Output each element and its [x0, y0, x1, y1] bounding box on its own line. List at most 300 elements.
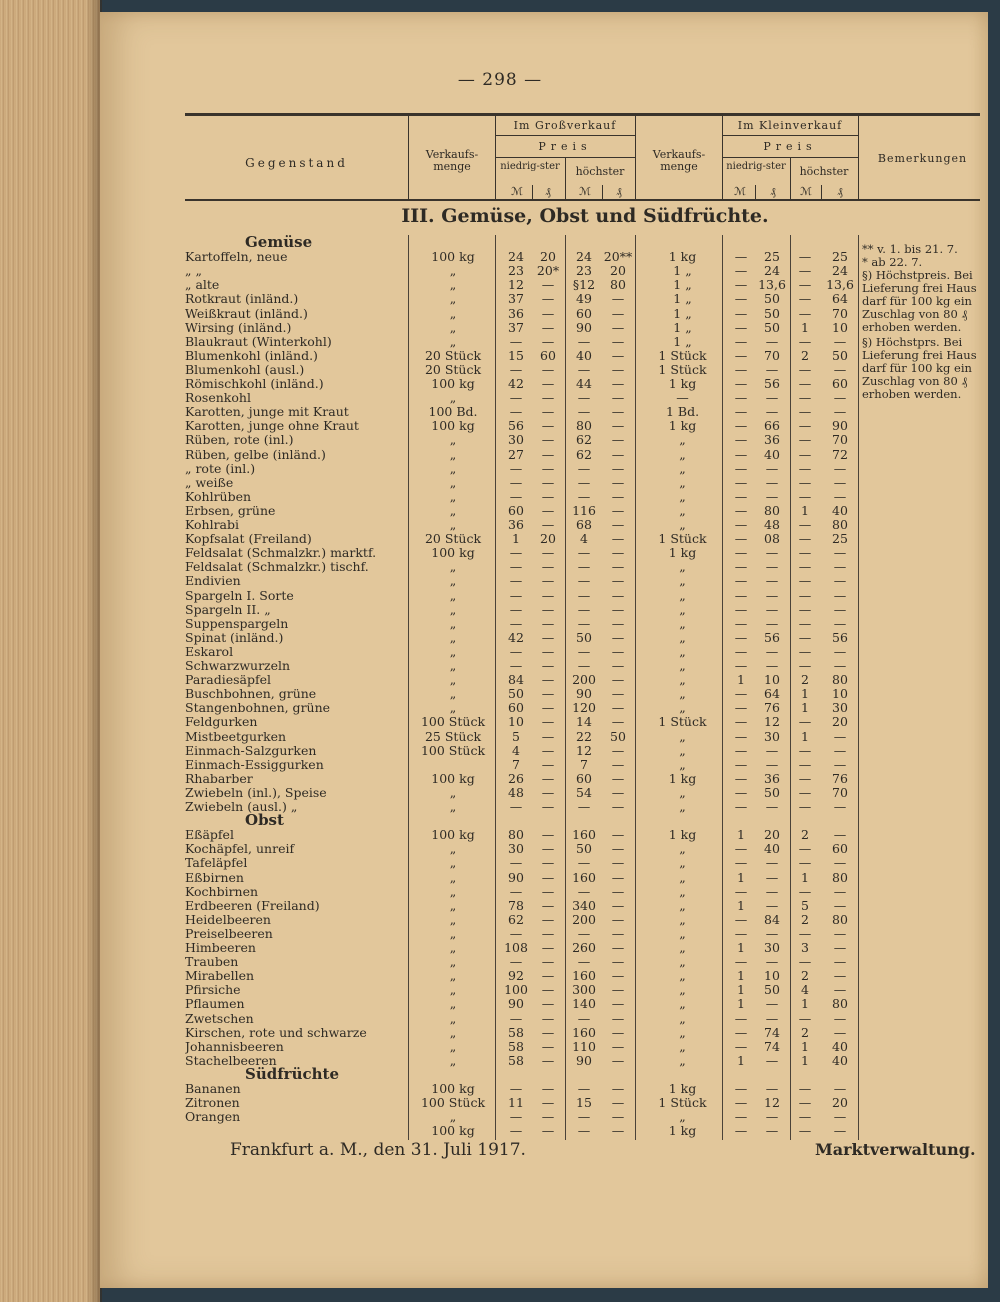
cell-gl2: —: [541, 573, 555, 589]
item-name: Feldgurken: [185, 714, 258, 730]
cell-kl: —: [734, 841, 748, 857]
cell-kh: —: [798, 488, 812, 504]
item-name: Paradiesäpfel: [185, 672, 272, 688]
header-hoechster-gross: höchster: [575, 165, 625, 178]
cell-gl2: —: [541, 559, 555, 575]
header-preis-klein: Preis: [763, 140, 817, 153]
cell-kl2: 36: [764, 432, 780, 448]
cell-gl2: —: [541, 587, 555, 603]
cell-kl2: —: [765, 460, 779, 476]
cell-gl: —: [509, 1081, 523, 1096]
cell-gh2: —: [611, 488, 625, 504]
cell-kl: —: [734, 954, 748, 970]
cell-kl: —: [734, 1024, 748, 1040]
cell-kl: —: [734, 390, 748, 406]
cell-kh2: 76: [832, 770, 848, 786]
cell-gl: —: [509, 361, 523, 377]
cell-gh: —: [577, 390, 591, 406]
cell-gh2: —: [611, 827, 625, 843]
cell-kl: —: [734, 714, 748, 730]
cell-gh: 62: [576, 432, 592, 448]
cell-kl: —: [734, 629, 748, 645]
cell-gh: —: [577, 925, 591, 941]
cell-kl2: 30: [764, 728, 780, 744]
cell-gh: 340: [572, 897, 596, 913]
cell-gh: 260: [572, 940, 596, 955]
cell-vm: 25 Stück: [424, 728, 482, 744]
cell-vm2: „: [679, 502, 686, 518]
cell-vm2: „: [679, 615, 686, 631]
cell-gl2: —: [541, 883, 555, 899]
item-name: Himbeeren: [185, 940, 256, 955]
cell-gl2: —: [541, 855, 555, 871]
category-heading: [185, 1064, 985, 1083]
table-row: [185, 517, 985, 532]
remark-2: * ab 22. 7.: [862, 255, 923, 269]
item-name: Pfirsiche: [185, 982, 241, 998]
category-label: Gemüse: [245, 233, 313, 251]
table-row: [185, 898, 985, 913]
cell-kl: —: [734, 587, 748, 603]
cell-kh2: 10: [832, 319, 848, 335]
cell-gl: 24: [508, 249, 524, 265]
cell-gl: 50: [508, 686, 524, 702]
cell-kl: 1: [737, 1052, 745, 1068]
cell-gh2: —: [611, 404, 625, 420]
cell-kl: —: [734, 883, 748, 899]
cell-vm: 100 kg: [431, 249, 475, 265]
cell-vm: „: [449, 390, 457, 406]
cell-kh: —: [798, 954, 812, 970]
table-row: [185, 729, 985, 744]
cell-vm2: 1 „: [673, 305, 692, 321]
cell-vm: 100 Stück: [420, 742, 486, 758]
cell-gh2: —: [611, 573, 625, 589]
cell-kh: 4: [801, 982, 809, 998]
cell-kh: —: [798, 1081, 812, 1096]
cell-kl: —: [734, 319, 748, 335]
cell-gh: 140: [572, 996, 596, 1012]
cell-gl: 37: [508, 319, 524, 335]
cell-vm2: „: [679, 742, 686, 758]
cell-vm2: „: [679, 728, 686, 744]
cell-kl2: 50: [764, 291, 780, 307]
cell-vm: „: [449, 291, 457, 307]
cell-gl2: —: [541, 629, 555, 645]
cell-kh2: —: [833, 925, 847, 941]
table-row: [185, 602, 985, 617]
cell-gh: —: [577, 361, 591, 377]
cell-gl: 30: [508, 841, 524, 857]
cell-kh: —: [798, 784, 812, 800]
cell-gh2: —: [611, 954, 625, 970]
cell-kl2: —: [765, 1010, 779, 1026]
cell-gh: 14: [576, 714, 592, 730]
cell-kh2: 24: [832, 263, 848, 279]
cell-gl2: —: [541, 756, 555, 772]
cell-gh: 60: [576, 770, 592, 786]
cell-kh: 1: [801, 700, 809, 716]
cell-kh: 1: [801, 1052, 809, 1068]
table-row: [185, 616, 985, 631]
cell-kh2: —: [833, 855, 847, 871]
cell-kh: —: [798, 404, 812, 420]
cell-gl: —: [509, 954, 523, 970]
cell-gh2: —: [611, 1081, 625, 1096]
item-name: Blumenkohl (inländ.): [185, 347, 318, 363]
item-name: Rosenkohl: [185, 390, 251, 406]
cell-vm2: „: [679, 1109, 686, 1125]
cell-kl2: 70: [764, 347, 780, 363]
cell-vm: 100 kg: [431, 418, 475, 434]
cell-kh2: 50: [832, 347, 848, 363]
cell-gl2: 20: [540, 531, 556, 547]
cell-gl2: —: [541, 432, 555, 448]
cell-kh: —: [798, 855, 812, 871]
cell-gl: —: [509, 658, 523, 673]
cell-kh2: —: [833, 587, 847, 603]
cell-vm: „: [449, 883, 457, 899]
cell-kl2: —: [765, 559, 779, 575]
table-row: [185, 447, 985, 462]
cell-gl2: —: [541, 954, 555, 970]
cell-vm2: „: [679, 1010, 686, 1026]
cell-kl: 1: [737, 968, 745, 984]
cell-kh2: 30: [832, 700, 848, 716]
cell-gl: 5: [512, 728, 520, 744]
cell-vm2: „: [679, 1052, 686, 1068]
cell-kh2: 40: [832, 502, 848, 518]
cell-gh: 15: [576, 1095, 592, 1111]
cell-gl2: —: [541, 996, 555, 1012]
cell-kl2: 66: [764, 418, 780, 434]
table-row: [185, 545, 985, 560]
cell-vm2: 1 Bd.: [665, 404, 700, 420]
cell-vm: „: [449, 319, 457, 335]
cell-kh: —: [798, 531, 812, 547]
cell-kl: —: [734, 291, 748, 307]
cell-vm2: 1 kg: [668, 545, 697, 561]
cell-kl2: —: [765, 601, 779, 617]
item-name: Johannisbeeren: [185, 1038, 284, 1054]
cell-gl2: 20: [540, 249, 556, 265]
cell-kl2: 80: [764, 502, 780, 518]
cell-gh2: —: [611, 418, 625, 434]
cell-kh: —: [798, 460, 812, 476]
cell-gl: —: [509, 390, 523, 406]
cell-gh2: 50: [610, 728, 626, 744]
cell-kh: —: [798, 333, 812, 349]
cell-gh: —: [577, 658, 591, 673]
cell-gl: —: [509, 855, 523, 871]
cell-gh: 160: [572, 827, 596, 843]
cell-kh: —: [798, 629, 812, 645]
cell-gl: —: [509, 573, 523, 589]
item-name: Schwarzwurzeln: [185, 658, 291, 673]
table-row: [185, 559, 985, 574]
cell-gl: 56: [508, 418, 524, 434]
cell-gl2: —: [541, 277, 555, 293]
table-row: [185, 475, 985, 490]
item-name: Feldsalat (Schmalzkr.) tischf.: [185, 559, 369, 575]
cell-gh: —: [577, 559, 591, 575]
cell-kh2: —: [833, 404, 847, 420]
item-name: Rüben, gelbe (inländ.): [185, 446, 326, 462]
item-name: Einmach-Salzgurken: [185, 742, 317, 758]
cell-vm2: —: [676, 390, 689, 406]
cell-gh: 300: [572, 982, 596, 998]
cell-vm: „: [449, 263, 457, 279]
cell-kh: 3: [801, 940, 809, 955]
cell-gh: 23: [576, 263, 592, 279]
cell-kl: —: [734, 1123, 748, 1139]
item-name: Feldsalat (Schmalzkr.) marktf.: [185, 545, 377, 561]
cell-gh: 24: [576, 249, 592, 265]
table-row: [185, 870, 985, 885]
item-name: Erdbeeren (Freiland): [185, 897, 320, 913]
cell-gl2: —: [541, 672, 555, 688]
cell-kl2: 56: [764, 376, 780, 391]
cell-kl: —: [734, 601, 748, 617]
cell-gl: —: [509, 460, 523, 476]
cell-kh2: 25: [832, 249, 848, 265]
table-row: [185, 757, 985, 772]
category-label: Obst: [245, 811, 284, 830]
cell-kl2: 30: [764, 940, 780, 955]
table-row: [185, 785, 985, 800]
cell-gh2: —: [611, 1024, 625, 1040]
cell-vm2: 1 Stück: [658, 1095, 707, 1111]
item-name: Blumenkohl (ausl.): [185, 361, 305, 377]
cell-gh: §12: [572, 277, 596, 293]
cell-gh: —: [577, 883, 591, 899]
cell-vm: „: [449, 897, 457, 913]
cell-kl: 1: [737, 672, 745, 688]
cell-kl2: 20: [764, 827, 780, 843]
category-heading: [185, 813, 985, 828]
remark-3: §) Höchstpreis. Bei Lieferung frei Haus darf für 100 kg ein Zuschlag von 80 ₰ erhoben werden.: [862, 268, 977, 334]
table-row: [185, 644, 985, 659]
cell-vm: „: [449, 686, 457, 702]
cell-kl2: —: [765, 333, 779, 349]
cell-gh2: —: [611, 446, 625, 462]
category-label: Südfrüchte: [245, 1064, 339, 1083]
cell-vm2: „: [679, 601, 686, 617]
cell-kh2: 80: [832, 517, 848, 532]
cell-gh: 200: [572, 672, 596, 688]
table-row: [185, 1039, 985, 1054]
cell-gh2: —: [611, 1010, 625, 1026]
cell-gl: —: [509, 925, 523, 941]
cell-vm: „: [449, 841, 457, 857]
cell-kh: —: [798, 1109, 812, 1125]
item-name: Mirabellen: [185, 968, 255, 984]
cell-kl: —: [734, 1038, 748, 1054]
cell-gh2: —: [611, 1052, 625, 1068]
cell-kl: —: [734, 925, 748, 941]
cell-vm2: „: [679, 855, 686, 871]
cell-kh: —: [798, 559, 812, 575]
cell-vm2: 1 Stück: [658, 347, 707, 363]
cell-vm: „: [449, 643, 457, 659]
table-row: [185, 489, 985, 504]
cell-vm: „: [449, 940, 457, 955]
footer-place-date: Frankfurt a. M., den 31. Juli 1917.: [230, 1140, 526, 1160]
cell-kl: —: [734, 658, 748, 673]
item-name: „ alte: [185, 277, 220, 293]
cell-gh2: —: [611, 658, 625, 673]
cell-kl: —: [734, 432, 748, 448]
cell-kh2: 20: [832, 714, 848, 730]
cell-kh2: 90: [832, 418, 848, 434]
cell-gl: 23: [508, 263, 524, 279]
cell-kl: —: [734, 249, 748, 265]
cell-gh2: —: [611, 672, 625, 688]
cell-gl2: —: [541, 869, 555, 885]
cell-kh2: —: [833, 897, 847, 913]
cell-kl: —: [734, 531, 748, 547]
cell-kl2: 56: [764, 629, 780, 645]
cell-kl: 1: [737, 982, 745, 998]
item-name: Spargeln II. „: [185, 601, 271, 617]
cell-gl2: —: [541, 545, 555, 561]
cell-kh: —: [798, 841, 812, 857]
cell-gl: 58: [508, 1038, 524, 1054]
cell-gl2: —: [541, 841, 555, 857]
item-name: Buschbohnen, grüne: [185, 686, 317, 702]
cell-kl2: —: [765, 573, 779, 589]
cell-gl2: —: [541, 404, 555, 420]
cell-kh: —: [798, 305, 812, 321]
cell-kl: 1: [737, 827, 745, 843]
cell-vm2: 1 kg: [668, 418, 697, 434]
cell-gh2: —: [611, 432, 625, 448]
cell-gl: 100: [504, 982, 528, 998]
cell-gl2: —: [541, 1095, 555, 1111]
cell-kl2: —: [765, 925, 779, 941]
cell-gh2: —: [611, 742, 625, 758]
cell-gl2: —: [541, 488, 555, 504]
item-name: Stangenbohnen, grüne: [185, 700, 331, 716]
header-verkaufsmenge-klein: Verkaufs-menge: [652, 148, 706, 173]
cell-gl: —: [509, 488, 523, 504]
table-row: [185, 884, 985, 899]
cell-vm: „: [449, 968, 457, 984]
cell-vm: „: [449, 658, 457, 673]
cell-vm: „: [449, 799, 457, 814]
cell-kh2: —: [833, 545, 847, 561]
cell-gl: —: [509, 559, 523, 575]
cell-vm: „: [449, 502, 457, 518]
cell-vm2: „: [679, 700, 686, 716]
cell-kh: —: [798, 742, 812, 758]
cell-gl2: —: [541, 643, 555, 659]
cell-vm: „: [449, 982, 457, 998]
header-preis-gross: Preis: [538, 140, 592, 153]
cell-gl2: —: [541, 940, 555, 955]
cell-vm: 100 kg: [431, 376, 475, 391]
cell-vm: „: [449, 784, 457, 800]
cell-kl: —: [734, 404, 748, 420]
cell-kh2: —: [833, 1081, 847, 1096]
table-row: [185, 531, 985, 546]
cell-kh: —: [798, 925, 812, 941]
cell-vm: „: [449, 925, 457, 941]
table-row: [185, 503, 985, 518]
cell-gl2: —: [541, 1123, 555, 1139]
table-row: [185, 926, 985, 941]
cell-gh2: —: [611, 333, 625, 349]
cell-kh2: —: [833, 756, 847, 772]
table-row: [185, 630, 985, 645]
cell-gl: 48: [508, 784, 524, 800]
item-name: Rotkraut (inländ.): [185, 291, 299, 307]
cell-vm2: „: [679, 982, 686, 998]
cell-gl: —: [509, 643, 523, 659]
cell-kh: —: [798, 432, 812, 448]
cell-gl: 108: [504, 940, 528, 955]
cell-kh2: —: [833, 742, 847, 758]
item-name: Blaukraut (Winterkohl): [185, 333, 332, 349]
cell-vm2: „: [679, 954, 686, 970]
cell-kh: 2: [801, 968, 809, 984]
cell-kh: 1: [801, 319, 809, 335]
table-row: [185, 1123, 985, 1138]
cell-kl2: 76: [764, 700, 780, 716]
cell-kh2: 56: [832, 629, 848, 645]
cell-gh2: —: [611, 615, 625, 631]
cell-kh: —: [798, 249, 812, 265]
cell-vm2: „: [679, 799, 686, 814]
cell-vm2: 1 „: [673, 291, 692, 307]
item-name: Eskarol: [185, 643, 234, 659]
cell-kl2: 13,6: [758, 277, 786, 293]
cell-gh2: —: [611, 376, 625, 391]
header-gegenstand: Gegenstand: [245, 156, 348, 170]
cell-vm2: „: [679, 940, 686, 955]
item-name: „ weiße: [185, 474, 234, 490]
cell-gl: —: [509, 883, 523, 899]
cell-kl2: 40: [764, 446, 780, 462]
table-row: [185, 1095, 985, 1110]
cell-gh2: —: [611, 883, 625, 899]
cell-gl: —: [509, 474, 523, 490]
cell-vm2: 1 Stück: [658, 361, 707, 377]
cell-gl2: —: [541, 784, 555, 800]
cell-gl: —: [509, 1010, 523, 1026]
cell-vm: „: [449, 1052, 457, 1068]
cell-kh: 5: [801, 897, 809, 913]
cell-kl2: 25: [764, 249, 780, 265]
cell-kh2: 13,6: [826, 277, 854, 293]
cell-gl2: —: [541, 376, 555, 391]
cell-vm2: „: [679, 460, 686, 476]
cell-kl: —: [734, 784, 748, 800]
cell-kh: —: [798, 1095, 812, 1111]
cell-vm: 100 Stück: [420, 714, 486, 730]
cell-gh: 160: [572, 968, 596, 984]
cell-kh: —: [798, 545, 812, 561]
cell-gl: 92: [508, 968, 524, 984]
cell-gl: 15: [508, 347, 524, 363]
header-mark-klein-high: ℳ: [800, 185, 812, 198]
cell-gh2: 80: [610, 277, 626, 293]
cell-vm: „: [449, 1109, 457, 1125]
cell-gh2: —: [611, 474, 625, 490]
header-mark-gross-high: ℳ: [579, 185, 591, 198]
cell-gh2: —: [611, 869, 625, 885]
cell-kl: —: [734, 1081, 748, 1096]
